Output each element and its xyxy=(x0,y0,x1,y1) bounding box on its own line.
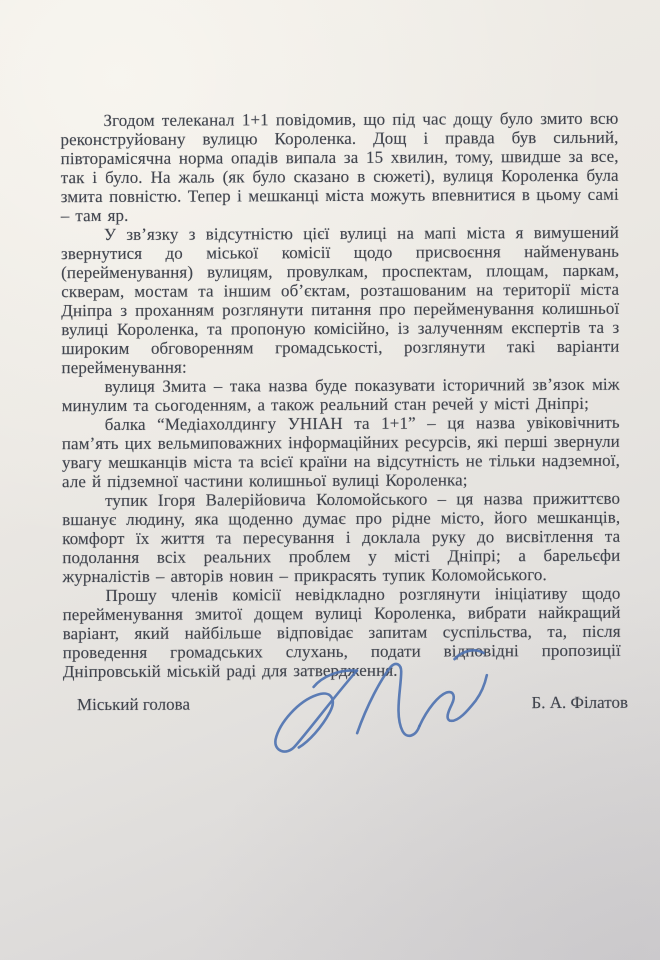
letter-paragraph-4: балка “Медіахолдингу УНІАН та 1+1” – ця назва увіковічнить пам’ять цих вельмиповажних інформаційних ресурсів, які перші звернули увагу мешканців міста та всієї країни на відсутність не тільки надземної, але й підземної частини колишньої вулиці Короленка; xyxy=(61,412,620,492)
letter-body xyxy=(60,109,620,681)
letter-paragraph-1: Згодом телеканал 1+1 повідомив, що під час дощу було змито всю реконструйовану вулицю Короленка. Дощ і правда був сильний, півторамісячна норма опадів випала за 15 хвилин, тому, швидше за все, так і було. На жаль (як було сказано в сюжеті), вулиця Короленка була змита повністю. Тепер і мешканці міста можуть впевнитися в цьому самі – там яр. xyxy=(60,108,619,226)
signer-title: Міський голова xyxy=(76,694,191,715)
signature-autograph xyxy=(217,641,489,754)
letter-paragraph-6: Прошу членів комісії невідкладно розглянути ініціативу щодо перейменування змитої дощем вулиці Короленка, вибрати найкращий варіант, який найбільше відповідає запитам суспільства, та, після проведення громадських слухань, подати відповідні пропозиції Дніпровській міській раді для затвердження. xyxy=(62,583,621,682)
letter-paragraph-3: вулиця Змита – така назва буде показувати історичний зв’язок між минулим та сьогоденням, а також реальний стан речей у місті Дніпрі; xyxy=(61,374,620,416)
letter-paragraph-2: У зв’язку з відсутністю цієї вулиці на мапі міста я вимушений звернутися до міської комісії щодо присвоєння найменувань (перейменування) вулицям, провулкам, проспектам, площам, паркам, скверам, мостам та іншим об’єктам, розташованим на території міста Дніпра з проханням розглянути питання про перейменування колишньої вулиці Короленка, та пропоную комісійно, із залученням експертів та з широким обговоренням громадськості, розглянути такі варіанти перейменування: xyxy=(60,222,620,378)
letter-paragraph-5: тупик Ігоря Валерійовича Коломойського – ця назва прижиттєво вшанує людину, яка щоденно думає про рідне місто, його мешканців, комфорт їх життя та пересування і доклала руку до висвітлення та подолання всіх реальних проблем у місті Дніпрі; а барельєфи журналістів – авторів новин – прикрасять тупик Коломойського. xyxy=(62,488,621,587)
signer-name: Б. А. Філатов xyxy=(531,692,629,713)
